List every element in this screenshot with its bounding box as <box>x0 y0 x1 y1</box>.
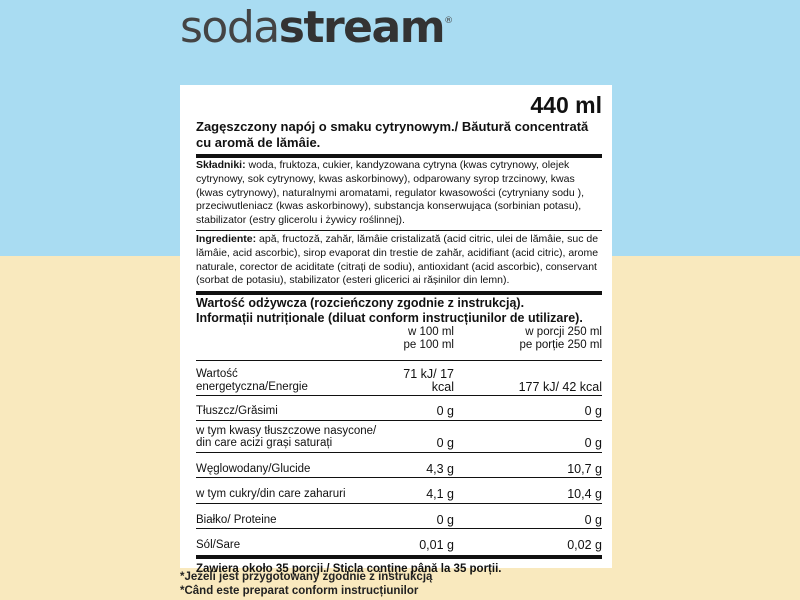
col-per-100-pl: w 100 ml <box>407 326 454 339</box>
value-per-100: 4,1 g <box>426 487 454 502</box>
row-name-2: din care acizi grași saturați <box>196 437 333 450</box>
value-per-100: 0 g <box>436 436 454 451</box>
nutrition-label <box>180 85 612 575</box>
table-row <box>196 528 602 555</box>
value-per-portion: 0,02 g <box>567 538 602 553</box>
row-name: w tym kwasy tłuszczowe nasycone/ <box>196 424 377 437</box>
row-name: Sól/Sare <box>196 539 241 552</box>
product-name: Zagęszczony napój o smaku cytrynowym./ Băutură concentrată cu aromă de lămâie. <box>196 119 589 150</box>
table-row <box>196 360 602 395</box>
volume: 440 ml <box>530 92 602 118</box>
table-row <box>196 395 602 420</box>
value-per-100: 71 kJ/ 17 kcal <box>403 367 454 394</box>
row-name-2: energetyczna/Energie <box>196 380 308 393</box>
value-per-100: 0 g <box>436 404 454 419</box>
table-row <box>196 477 602 503</box>
divider <box>196 291 602 295</box>
ingredients-ro <box>196 233 602 288</box>
registered-mark: ® <box>444 16 454 26</box>
ingredients-ro-text: apă, fructoză, zahăr, lămâie cristalizată (acid citric, ulei de lămâie, suc de lămâie, acid ascorbic), sirop evaporat din trestie de zahăr, acidifiant (acid citric), arome naturale, corector de aciditate (citrați de sodiu), antioxidant (acid ascorbic), conservant (sorbat de potasiu), stabilizator (esteri glicerici ai rășinilor din lemn). <box>196 232 599 287</box>
ingredients-ro-title: Ingrediente: <box>196 232 257 245</box>
divider <box>196 154 602 158</box>
brand-logo-bold: stream <box>278 2 445 53</box>
value-per-portion: 177 kJ/ 42 kcal <box>518 379 602 394</box>
col-per-portion-header <box>454 326 602 352</box>
value-per-portion: 0 g <box>584 404 602 419</box>
table-row <box>196 452 602 478</box>
row-name: w tym cukry/din care zaharuri <box>196 488 346 501</box>
brand-logo <box>180 2 453 53</box>
divider <box>196 230 602 231</box>
ingredients-pl <box>196 159 602 228</box>
footnote-ro: *Când este preparat conform instrucțiunilor <box>180 585 419 597</box>
table-row <box>196 503 602 529</box>
footnotes <box>180 570 432 598</box>
col-per-portion-pl: w porcji 250 ml <box>525 326 602 339</box>
nutrition-title-ro: Informații nutriționale (diluat conform instrucțiunilor de utilizare). <box>196 311 583 326</box>
nutrition-title-pl: Wartość odżywcza (rozcieńczony zgodnie z instrukcją). <box>196 296 525 311</box>
column-headers <box>196 326 602 352</box>
ingredients-pl-text: woda, fruktoza, cukier, kandyzowana cytryna (kwas cytrynowy, olejek cytrynowy, sok cytrynowy, kwas askorbinowy), odparowany syrop trzcinowy, kwas (kwas cytrynowy), naturalnymi aromatami, regulator kwasowości (cytryniany sodu ), przeciwutleniacz (kwas askorbinowy), substancja konserwująca (sorbinian potasu), stabilizator (estry glicerolu i żywicy roślinnej). <box>196 159 585 227</box>
footnote-pl: *Jeżeli jest przygotowany zgodnie z instrukcją <box>180 571 433 583</box>
value-per-100: 0 g <box>436 512 454 527</box>
portions-note: Zawiera około 35 porcji./ Sticla conține până la 35 porții. <box>196 555 602 576</box>
value-per-portion: 10,7 g <box>567 461 602 476</box>
brand-logo-light: soda <box>180 2 279 53</box>
value-per-100: 4,3 g <box>426 461 454 476</box>
ingredients-pl-title: Składniki: <box>196 159 246 171</box>
row-name: Tłuszcz/Grăsimi <box>196 405 278 418</box>
table-row <box>196 420 602 452</box>
value-per-portion: 10,4 g <box>567 487 602 502</box>
row-name: Białko/ Proteine <box>196 513 277 526</box>
col-per-100-header <box>386 326 454 352</box>
row-name: Węglowodany/Glucide <box>196 462 311 475</box>
col-per-portion-ro: pe porție 250 ml <box>519 339 602 352</box>
value-per-portion: 0 g <box>584 436 602 451</box>
col-per-100-ro: pe 100 ml <box>403 339 454 352</box>
value-per-100: 0,01 g <box>419 538 454 553</box>
value-per-portion: 0 g <box>584 512 602 527</box>
row-name: Wartość <box>196 368 238 381</box>
